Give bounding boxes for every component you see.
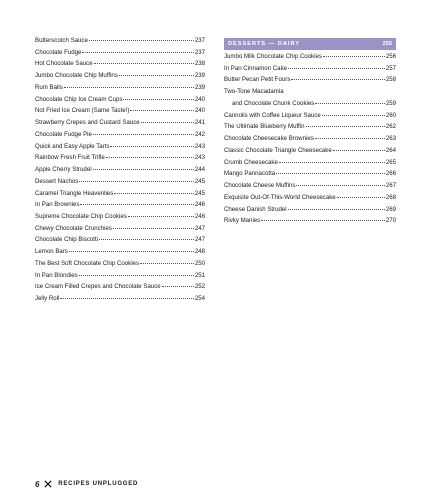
toc-entry-page: 245 xyxy=(194,177,205,185)
dot-leader xyxy=(306,126,385,127)
dot-leader xyxy=(93,169,194,170)
toc-entry-title: Lemon Bars xyxy=(35,248,68,256)
toc-entry-page: 243 xyxy=(194,154,205,162)
dot-leader xyxy=(291,79,384,80)
dot-leader xyxy=(114,193,194,194)
toc-entry-title: Butterscotch Sauce xyxy=(35,37,88,44)
toc-entry-title: Chocolate Cheesecake Brownies xyxy=(224,135,314,143)
toc-entry-title: Caramel Triangle Heavenlies xyxy=(35,189,114,197)
toc-entry-title: Hot Chocolate Sauce xyxy=(35,60,93,68)
dot-leader xyxy=(279,162,385,163)
toc-entry-page: 237 xyxy=(194,48,205,56)
toc-entry-title: Classic Chocolate Triangle Cheesecake xyxy=(224,146,332,154)
toc-entry-page: 266 xyxy=(385,170,396,178)
toc-entry-page: 246 xyxy=(194,201,205,209)
toc-entry[interactable] xyxy=(35,85,205,97)
toc-entry-page: 267 xyxy=(385,182,396,190)
toc-entry-title: Cannolis with Coffee Liqueur Sauce xyxy=(224,111,321,119)
toc-entry-title: Chewy Chocolate Crunchies xyxy=(35,224,112,232)
dot-leader xyxy=(89,40,194,41)
dot-leader xyxy=(337,197,385,198)
toc-entry-page: 247 xyxy=(194,236,205,244)
dot-leader xyxy=(315,103,385,104)
toc-entry-title: and Chocolate Chunk Cookies xyxy=(232,99,315,107)
toc-entry-title: Butter Pecan Petit Fours xyxy=(224,76,291,84)
toc-entry-title: Jumbo Chocolate Chip Muffins xyxy=(35,72,118,80)
toc-entry-page: 242 xyxy=(194,130,205,138)
toc-entry-page: 256 xyxy=(385,53,396,60)
toc-entry-page: 238 xyxy=(194,60,205,68)
toc-entry-page: 248 xyxy=(194,248,205,256)
toc-entry-title: Strawberry Crepes and Custard Sauce xyxy=(35,119,140,127)
toc-entry-page: 239 xyxy=(194,83,205,91)
toc-entry[interactable] xyxy=(35,38,205,50)
toc-entry[interactable] xyxy=(224,101,396,113)
toc-entry-page: 243 xyxy=(194,142,205,150)
toc-right-column xyxy=(224,38,396,230)
toc-entry-title: Chocolate Chip Biscotti xyxy=(35,236,98,244)
dot-leader xyxy=(162,286,194,287)
toc-entry-title: Chocolate Fudge Pie xyxy=(35,130,92,138)
dot-leader xyxy=(82,52,193,53)
toc-entry-page: 269 xyxy=(385,205,396,213)
toc-entry-title: Rum Balls xyxy=(35,83,63,91)
toc-entry-title: Jumbo Milk Chocolate Chip Cookies xyxy=(224,53,322,60)
toc-entry-page: 239 xyxy=(194,72,205,80)
toc-entry-page: 240 xyxy=(194,95,205,103)
toc-entry-title: Quick and Easy Apple Tarts xyxy=(35,142,110,150)
toc-entry-title: Rainbow Fresh Fruit Trifle xyxy=(35,154,105,162)
toc-entry-page: 247 xyxy=(194,224,205,232)
toc-entry-page: 259 xyxy=(385,99,396,107)
dot-leader xyxy=(123,99,193,100)
section-header-desserts-dairy[interactable] xyxy=(224,38,396,50)
toc-entry-title: Chocolate Cheese Muffins xyxy=(224,182,296,190)
dot-leader xyxy=(296,185,384,186)
toc-entry-title: Chocolate Fudge xyxy=(35,48,82,56)
toc-entry-title: Cheese Danish Strudel xyxy=(224,205,287,213)
toc-entry-title: In Pan Brownies xyxy=(35,201,80,209)
dot-leader xyxy=(94,63,194,64)
dot-leader xyxy=(69,251,194,252)
toc-entry-page: 245 xyxy=(194,189,205,197)
book-title: RECIPES UNPLUGGED xyxy=(58,481,139,487)
dot-leader xyxy=(128,216,194,217)
toc-entry-title: Not Fried Ice Cream (Same Taste!) xyxy=(35,107,130,115)
toc-entry-title: Exquisite Out-Of-This-World Cheesecake xyxy=(224,193,336,201)
toc-entry[interactable] xyxy=(35,296,205,308)
toc-entry-title: Jelly Roll xyxy=(35,295,60,303)
toc-entry[interactable] xyxy=(224,54,396,66)
toc-entry-page: 251 xyxy=(194,271,205,279)
toc-entry[interactable] xyxy=(35,284,205,296)
section-header-page: 255 xyxy=(382,41,392,47)
dot-leader xyxy=(99,239,194,240)
dot-leader xyxy=(113,228,194,229)
toc-entry-page: 270 xyxy=(385,217,396,225)
toc-entry-title: Ice Cream Filled Crepes and Chocolate Sauce xyxy=(35,283,161,291)
toc-entry-page: 244 xyxy=(194,166,205,174)
toc-entry-title: Supreme Chocolate Chip Cookies xyxy=(35,213,127,221)
toc-left-column xyxy=(35,38,205,308)
toc-entry[interactable] xyxy=(35,261,205,273)
toc-entry-title: Mango Pannacotta xyxy=(224,170,276,178)
page-number: 6 xyxy=(35,479,41,489)
dot-leader xyxy=(130,110,193,111)
right-entries-list xyxy=(224,54,396,230)
toc-entry[interactable] xyxy=(35,179,205,191)
toc-entry[interactable] xyxy=(35,214,205,226)
toc-entry-title: The Ultimate Blueberry Muffin xyxy=(224,123,305,131)
toc-entry-title: Chocolate Chip Ice Cream Cups xyxy=(35,95,123,103)
toc-entry-page: 265 xyxy=(385,158,396,166)
dot-leader xyxy=(141,122,194,123)
toc-entry-page: 263 xyxy=(385,135,396,143)
dot-leader xyxy=(288,209,385,210)
dot-leader xyxy=(261,220,385,221)
toc-entry-page: 240 xyxy=(194,107,205,115)
dot-leader xyxy=(322,115,385,116)
dot-leader xyxy=(79,275,194,276)
dot-leader xyxy=(333,150,385,151)
toc-entry-title: In Pan Cinnamon Cake xyxy=(224,64,288,72)
dot-leader xyxy=(315,138,385,139)
section-header-label: DESSERTS — DAIRY xyxy=(228,41,301,47)
toc-entry-page: 264 xyxy=(385,146,396,154)
dot-leader xyxy=(140,263,194,264)
toc-entry-title: Crumb Cheesecake xyxy=(224,158,278,166)
dot-leader xyxy=(288,68,385,69)
dot-leader xyxy=(60,298,193,299)
dot-leader xyxy=(106,157,194,158)
dot-leader xyxy=(80,204,193,205)
toc-entry-title: In Pan Blondies xyxy=(35,271,78,279)
toc-entry-page: 252 xyxy=(194,283,205,291)
toc-entry-page: 257 xyxy=(385,64,396,72)
toc-entry-page: 260 xyxy=(385,111,396,119)
toc-entry-title: Dessert Nachos xyxy=(35,177,79,185)
dot-leader xyxy=(110,146,193,147)
toc-entry-page: 250 xyxy=(194,259,205,267)
dot-leader xyxy=(119,75,194,76)
toc-entry[interactable] xyxy=(224,148,396,160)
dot-leader xyxy=(276,173,385,174)
toc-entry-title: Two-Tone Macadamia xyxy=(224,88,284,96)
dot-leader xyxy=(79,181,193,182)
dot-leader xyxy=(93,134,194,135)
dot-leader xyxy=(323,56,385,57)
toc-entry-title: Apple Cherry Strudel xyxy=(35,166,92,174)
toc-entry-page: 262 xyxy=(385,123,396,131)
toc-entry-page: 241 xyxy=(194,119,205,127)
toc-entry-page: 258 xyxy=(385,76,396,84)
toc-entry-page: 254 xyxy=(194,295,205,303)
toc-entry[interactable] xyxy=(35,132,205,144)
page-footer xyxy=(35,479,138,489)
toc-entry[interactable] xyxy=(224,195,396,207)
toc-entry-title: Rivky Manies xyxy=(224,217,261,225)
x-logo-icon xyxy=(44,480,52,488)
dot-leader xyxy=(64,87,194,88)
toc-entry-page: 246 xyxy=(194,213,205,221)
toc-entry-page: 268 xyxy=(385,193,396,201)
toc-entry-title: The Best Soft Chocolate Chip Cookies xyxy=(35,259,139,267)
toc-entry[interactable] xyxy=(224,218,396,230)
toc-entry-page: 237 xyxy=(194,37,205,44)
